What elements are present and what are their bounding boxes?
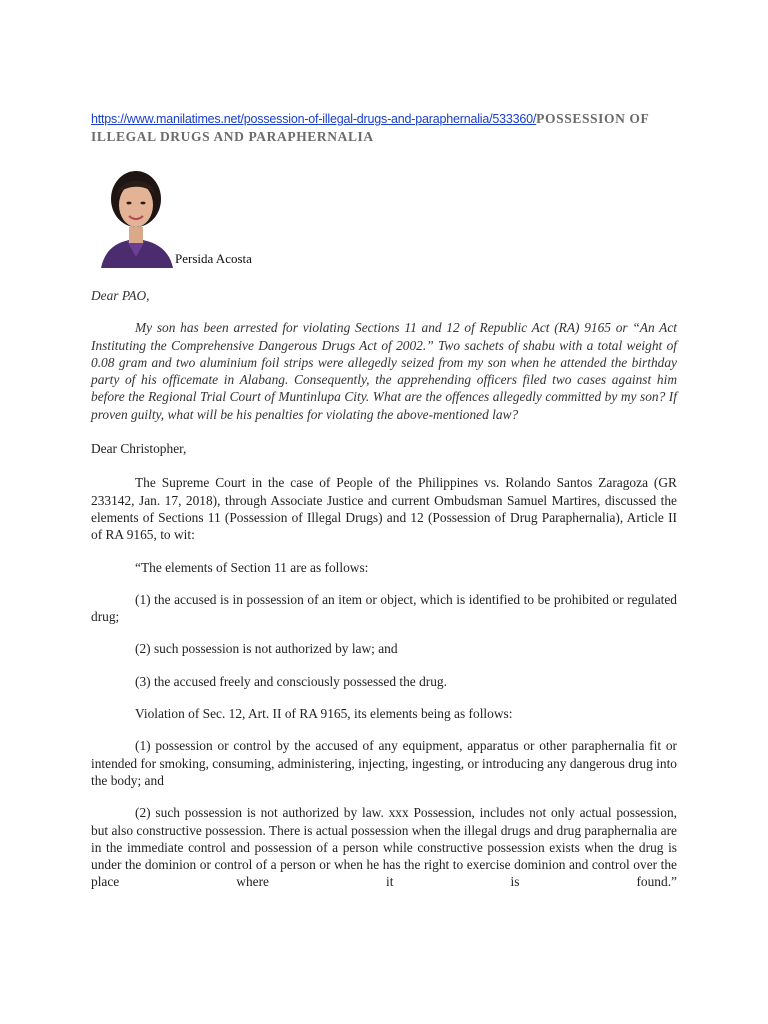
- reply-paragraph-element-3: (3) the accused freely and consciously possessed the drug.: [135, 673, 447, 689]
- document-page: [91, 110, 677, 891]
- reply-paragraph-section-12-heading: Violation of Sec. 12, Art. II of RA 9165, its elements being as follows:: [135, 706, 513, 722]
- author-row: [97, 165, 677, 268]
- reply-paragraph-element-2: (2) such possession is not authorized by law; and: [135, 641, 398, 657]
- letter-body: My son has been arrested for violating Sections 11 and 12 of Republic Act (RA) 9165 or “An Act Instituting the Comprehensive Dangerous Drugs Act of 2002.” Two sachets of shabu with a total weight of 0.08 gram and two aluminium foil strips were allegedly seized from my son when he attended the birthday party of his officemate in Alabang. Consequently, the apprehending officers filed two cases against him before the Regional Trial Court of Muntinlupa City. What are the offences allegedly committed by my son? If proven guilty, what will be his penalties for violating the above-mentioned law?: [91, 320, 677, 422]
- letter-salutation: Dear PAO,: [91, 288, 150, 303]
- reply-paragraph-section-11-heading: “The elements of Section 11 are as follows:: [135, 559, 369, 575]
- author-portrait: [97, 165, 175, 268]
- author-name: Persida Acosta: [175, 251, 252, 266]
- reply-paragraph-element-1: (1) the accused is in possession of an item or object, which is identified to be prohibited or regulated drug;: [91, 591, 677, 625]
- article-title: POSSESSION OF ILLEGAL DRUGS AND PARAPHERNALIA: [91, 111, 649, 144]
- reply-paragraph-section-12-element-1: (1) possession or control by the accused of any equipment, apparatus or other paraphernalia fit or intended for smoking, consuming, administering, injecting, ingesting, or introducing any dangerous drug into the body; and: [91, 738, 677, 788]
- reply-paragraph-intro: The Supreme Court in the case of People of the Philippines vs. Rolando Santos Zaragoza (GR 233142, Jan. 17, 2018), through Associate Justice and current Ombudsman Samuel Martires, discussed the elements of Sections 11 (Possession of Illegal Drugs) and 12 (Possession of Drug Paraphernalia), Article II of RA 9165, to wit:: [91, 475, 677, 543]
- header-block: [91, 110, 677, 145]
- reply-paragraph-section-12-element-2: (2) such possession is not authorized by law. xxx Possession, includes not only actual possession, but also constructive possession. There is actual possession when the illegal drugs and drug paraphernalia are in the immediate control and possession of a person while constructive possession exists when the drug is under the dominion or control of a person or when he has the right to exercise dominion and control over the place where it is found.”: [91, 805, 677, 890]
- source-link[interactable]: https://www.manilatimes.net/possession-of-illegal-drugs-and-paraphernalia/533360/: [91, 112, 537, 126]
- reply-salutation: Dear Christopher,: [91, 441, 187, 457]
